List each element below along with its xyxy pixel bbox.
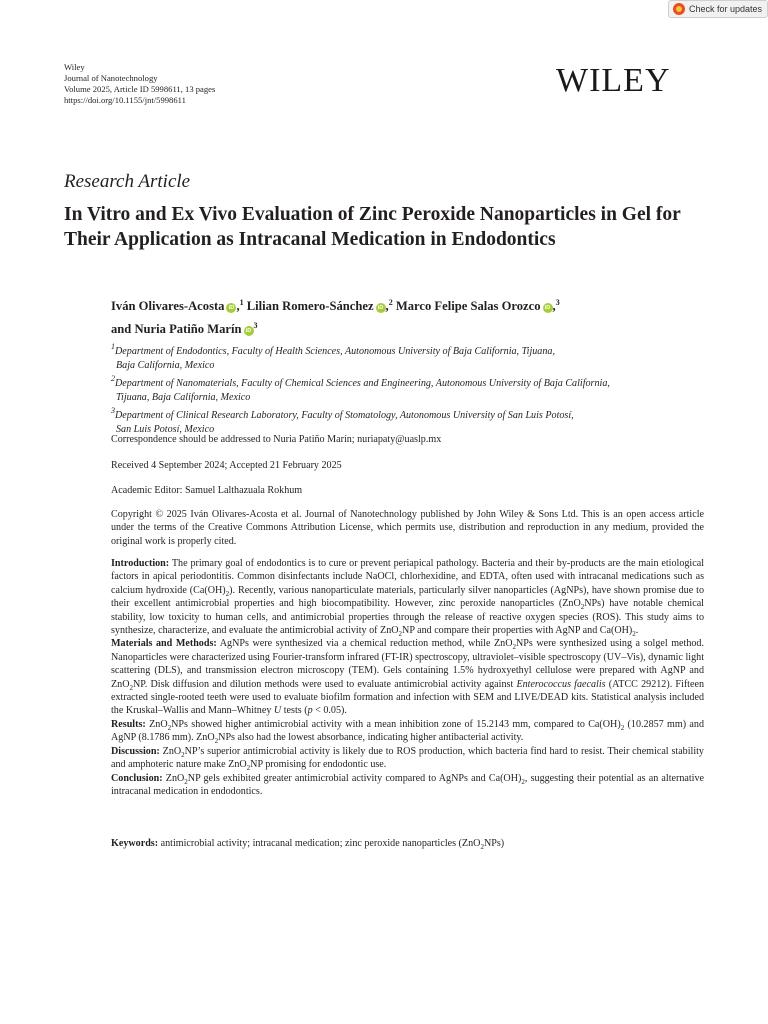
- affiliation-number: 1: [111, 342, 115, 351]
- abstract-conclusion: Conclusion: ZnO$_2$NP gels exhibited greater antimicrobial activity compared to AgNPs and $Ca(OH)_2$, suggesting their potential as an alternative intracanal medication in endodontics.: [111, 772, 705, 797]
- affiliation-item: [111, 372, 701, 404]
- abstract-results: Results: ZnO$_2$NPs showed higher antimicrobial activity with a mean inhibition zone of 15.2143 mm, compared to $Ca(OH)_2$ (10.2857 mm) and AgNP (8.1786 mm). ZnO$_2$NPs also had the lowest absorbance, indicating higher antibacterial activity.: [111, 718, 704, 746]
- section-label: Materials and Methods:: [111, 638, 217, 650]
- keywords: Keywords: antimicrobial activity; intracanal medication; zinc peroxide nanoparticles (ZnO$_2$NPs): [111, 838, 505, 852]
- orcid-icon[interactable]: iD: [376, 303, 386, 313]
- affiliation-number: 2: [111, 374, 115, 384]
- abstract-discussion: Discussion: ZnO$_2$NP’s superior antimicrobial activity is likely due to ROS production, which bacteria find hard to resist. Their chemical stability and amphoteric nature make ZnO$_2$NP promising for endodontic use.: [111, 745, 704, 773]
- academic-editor: Academic Editor: Samuel Lalthazuala Rokhum: [111, 485, 303, 496]
- affiliation-line: Baja California, Mexico: [116, 359, 215, 371]
- section-label: Introduction:: [111, 558, 170, 569]
- keywords-label: Keywords:: [111, 838, 159, 849]
- doi-link[interactable]: https://doi.org/10.1155/jnt/5998611: [64, 95, 186, 105]
- abstract-introduction: Introduction: The primary goal of endodontics is to cure or prevent periapical pathology. Bacteria and their by-products are the main etiological factors in apical periodontitis. Common disinfectants include NaOCl, chlorhexidine, and EDTA, often used with intracanal medications such as calcium hydroxide $(Ca(OH)_2)$. Recently, various nanoparticulate materials, particularly silver nanoparticles (AgNPs), have shown promise due to their excellent antimicrobial properties and high biocompatibility. However, zinc peroxide nanoparticles (ZnO$_2$NPs) have notable chemical stability, low toxicity to human cells, and antimicrobial properties through the release of reactive oxygen species (ROS). This study aims to synthesize, characterize, and evaluate the antimicrobial activity of ZnO$_2$NP and compare their properties with AgNP and $Ca(OH)_2$.: [111, 558, 705, 639]
- affiliation-line: San Luis Potosí, Mexico: [116, 423, 215, 435]
- crossmark-icon: [673, 3, 685, 15]
- author-name[interactable]: Marco Felipe Salas Orozco: [395, 299, 541, 313]
- journal-meta: [64, 62, 215, 106]
- correspondence: Correspondence should be addressed to Nuria Patiño Marín; nuriapaty@uaslp.mx: [111, 434, 442, 445]
- section-label: Conclusion:: [111, 772, 163, 784]
- affiliation-number: 3: [111, 406, 115, 416]
- check-for-updates-label: Check for updates: [689, 4, 763, 14]
- volume-info: Volume 2025, Article ID 5998611, 13 pages: [64, 84, 216, 94]
- affiliations: [111, 340, 701, 437]
- journal-name: Journal of Nanotechnology: [64, 73, 158, 83]
- affiliation-line: Department of Clinical Research Laboratory, Faculty of Stomatology, Autonomous University of San Luis Potosí,: [115, 410, 574, 422]
- affiliation-line: Department of Nanomaterials, Faculty of Chemical Sciences and Engineering, Autonomous University of Baja California,: [115, 378, 610, 390]
- abstract-methods: Materials and Methods: AgNPs were synthesized via a chemical reduction method, while ZnO$_2$NPs were synthesized using a solgel method. Nanoparticles were characterized using Fourier-transform infrared (FT-IR) spectroscopy, ultraviolet–visible spectroscopy (UV–Vis), dynamic light scattering (DLS), and transmission electron microscopy (TEM). Gels containing 1.5% hydroxyethyl cellulose were prepared with AgNP and ZnO$_2$NP. Disk diffusion and dilution methods were used to evaluate antimicrobial activity against Enterococcus faecalis (ATCC 29212). Fifteen extracted single-rooted teeth were used to evaluate biofilm formation and infection with SEM and LIVE/DEAD kits. Statistical analysis included the Kruskal–Wallis and Mann–Whitney U tests (p < 0.05).: [111, 638, 704, 717]
- orcid-icon[interactable]: iD: [226, 303, 236, 313]
- article-type: Research Article: [64, 171, 191, 192]
- affiliation-item: [111, 340, 701, 372]
- section-label: Discussion:: [111, 745, 160, 757]
- received-dates: Received 4 September 2024; Accepted 21 February 2025: [111, 460, 342, 471]
- affiliation-line: Department of Endodontics, Faculty of Health Sciences, Autonomous University of Baja California, Tijuana,: [115, 346, 555, 357]
- affiliation-marker: 1: [239, 298, 244, 307]
- author-list: Iván Olivares-Acosta iD ,$^1$ Lilian Romero-Sánchez iD ,$^2$ Marco Felipe Salas Orozco iD ,$^3$ and Nuria Patiño Marín $iD^3$: [111, 298, 560, 336]
- affiliation-marker: 2: [388, 298, 393, 307]
- author-name[interactable]: Lilian Romero-Sánchez: [246, 299, 374, 313]
- wiley-logo: WILEY: [556, 62, 671, 99]
- check-for-updates-badge[interactable]: [668, 0, 768, 18]
- publisher-name: Wiley: [64, 62, 85, 72]
- author-name[interactable]: and Nuria Patiño Marín: [111, 322, 242, 336]
- article-title: In Vitro and Ex Vivo Evaluation of Zinc Peroxide Nanoparticles in Gel for Their Application as Intracanal Medication in Endodontics: [64, 204, 681, 250]
- abstract: [111, 557, 704, 798]
- affiliation-item: [111, 404, 701, 436]
- author-name[interactable]: Iván Olivares-Acosta: [111, 299, 225, 313]
- section-label: Results:: [111, 718, 146, 730]
- affiliation-marker: 3: [555, 298, 560, 307]
- orcid-icon[interactable]: iD: [244, 326, 254, 336]
- affiliation-marker: 3: [253, 321, 258, 330]
- copyright-notice: Copyright © 2025 Iván Olivares-Acosta et al. Journal of Nanotechnology published by John Wiley & Sons Ltd. This is an open access article under the terms of the Creative Commons Attribution License, which permits use, distribution and reproduction in any medium, provided the original work is properly cited.: [111, 509, 704, 547]
- orcid-icon[interactable]: iD: [543, 303, 553, 313]
- affiliation-line: Tijuana, Baja California, Mexico: [116, 391, 251, 403]
